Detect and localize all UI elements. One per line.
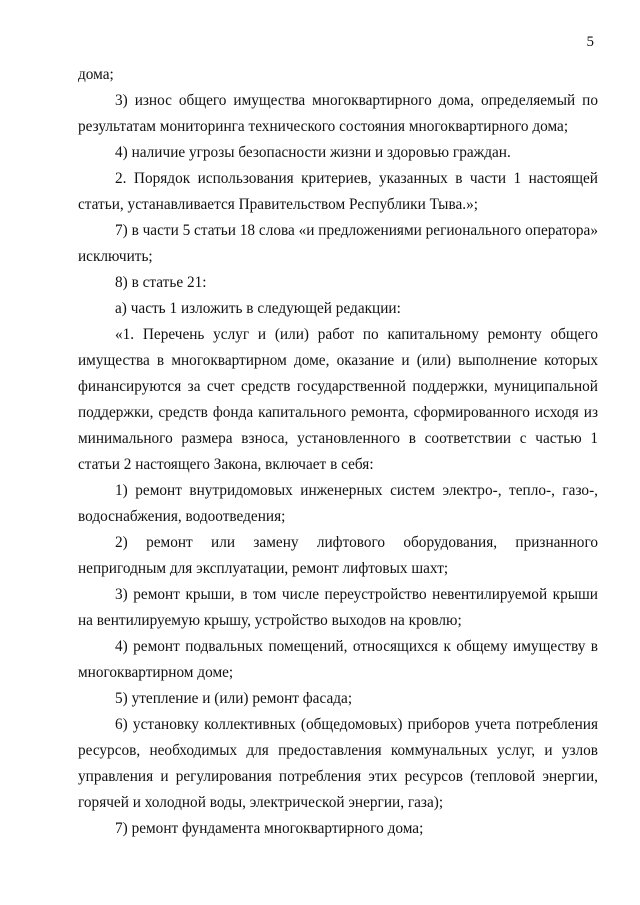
paragraph: 2. Порядок использования критериев, указанных в части 1 настоящей статьи, устанавливается Правительством Республики Тыва.»; bbox=[78, 170, 598, 213]
paragraph: дома; bbox=[78, 66, 114, 83]
paragraph: 4) наличие угрозы безопасности жизни и здоровью граждан. bbox=[115, 144, 511, 161]
document-body bbox=[78, 62, 598, 842]
paragraph: 6) установку коллективных (общедомовых) приборов учета потребления ресурсов, необходимых для предоставления коммунальных услуг, и узлов управления и регулирования потребления этих ресурсов (тепловой энергии, горячей и холодной воды, электрической энергии, газа); bbox=[78, 716, 598, 811]
paragraph: 2) ремонт или замену лифтового оборудования, признанного непригодным для эксплуатации, ремонт лифтовых шахт; bbox=[78, 534, 598, 577]
paragraph: 3) ремонт крыши, в том числе переустройство невентилируемой крыши на вентилируемую крышу, устройство выходов на кровлю; bbox=[78, 586, 598, 629]
paragraph: 7) в части 5 статьи 18 слова «и предложениями регионального оператора» исключить; bbox=[78, 222, 598, 265]
paragraph: а) часть 1 изложить в следующей редакции: bbox=[115, 300, 401, 317]
paragraph: 5) утепление и (или) ремонт фасада; bbox=[115, 690, 353, 707]
paragraph: «1. Перечень услуг и (или) работ по капитальному ремонту общего имущества в многоквартирном доме, оказание и (или) выполнение которых финансируются за счет средств государственной поддержки, муниципальной поддержки, средств фонда капитального ремонта, сформированного исходя из минимального размера взноса, установленного в соответствии с частью 1 статьи 2 настоящего Закона, включает в себя: bbox=[78, 326, 598, 473]
page-number: 5 bbox=[586, 34, 594, 50]
paragraph: 7) ремонт фундамента многоквартирного дома; bbox=[115, 820, 424, 837]
paragraph: 4) ремонт подвальных помещений, относящихся к общему имуществу в многоквартирном доме; bbox=[78, 638, 598, 681]
paragraph: 8) в статье 21: bbox=[115, 274, 207, 291]
paragraph: 3) износ общего имущества многоквартирного дома, определяемый по результатам мониторинга технического состояния многоквартирного дома; bbox=[78, 92, 598, 135]
paragraph: 1) ремонт внутридомовых инженерных систем электро-, тепло-, газо-, водоснабжения, водоотведения; bbox=[78, 482, 598, 525]
